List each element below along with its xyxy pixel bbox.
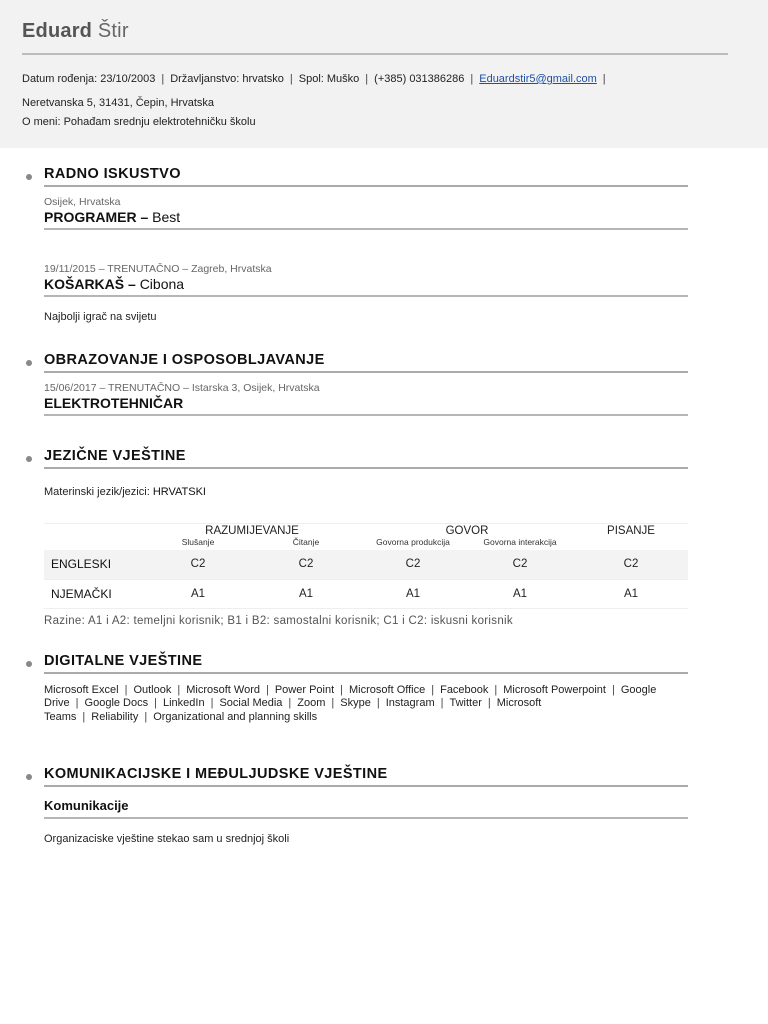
- skill-item: Microsoft Powerpoint: [503, 683, 606, 696]
- section-rule: [44, 785, 688, 787]
- separator: |: [82, 710, 86, 723]
- communication-rule: [44, 817, 688, 819]
- language-name: ENGLESKI: [44, 550, 144, 579]
- job-org: Cibona: [139, 276, 185, 292]
- sub-spoken-production: Govorna produkcija: [376, 537, 450, 547]
- separator: |: [440, 697, 444, 709]
- level-cell: A1: [512, 587, 528, 600]
- level-cell: A1: [298, 587, 314, 600]
- section-rule: [44, 371, 688, 373]
- email-link[interactable]: Eduardstir5@gmail.com: [479, 73, 597, 85]
- level-cell: C2: [252, 550, 360, 579]
- section-rule: [44, 185, 688, 187]
- education-meta: 15/06/2017 – TRENUTAČNO – Istarska 3, Osijek, Hrvatska: [44, 382, 320, 394]
- phone: (+385) 031386286: [374, 73, 465, 85]
- skill-item: Twitter: [449, 697, 482, 709]
- communication-subtitle: Komunikacije: [44, 798, 129, 813]
- address: Neretvanska 5, 31431, Čepin, Hrvatska: [22, 97, 214, 109]
- separator: |: [154, 697, 157, 709]
- level-cell: C2: [144, 550, 252, 579]
- job-rule: [44, 295, 688, 297]
- skill-item: LinkedIn: [162, 697, 205, 709]
- level-cell: A1: [623, 587, 639, 600]
- job-rule: [44, 228, 688, 230]
- separator: |: [376, 697, 380, 709]
- section-title: KOMUNIKACIJSKE I MEĐULJUDSKE VJEŠTINE: [44, 766, 388, 782]
- header-divider: [22, 53, 728, 55]
- section-rule: [44, 467, 688, 469]
- section-communication-skills: [0, 766, 688, 845]
- separator: |: [210, 697, 214, 709]
- sub-listening: Slušanje: [181, 537, 215, 547]
- section-title: OBRAZOVANJE I OSPOSOBLJAVANJE: [44, 352, 325, 368]
- separator: |: [177, 683, 181, 696]
- skill-item: Google Docs: [84, 697, 149, 709]
- table-row: [44, 550, 688, 579]
- job-role: KOŠARKAŠ –: [44, 276, 136, 292]
- group-understanding: RAZUMIJEVANJE: [144, 524, 360, 538]
- job-meta: Osijek, Hrvatska: [44, 196, 121, 208]
- separator: |: [144, 710, 148, 723]
- job-title: [44, 209, 688, 228]
- level-cell: A1: [405, 587, 421, 600]
- separator: |: [124, 683, 128, 696]
- section-languages: [0, 448, 688, 627]
- language-levels-legend: Razine: A1 i A2: temeljni korisnik; B1 i B2: samostalni korisnik; C1 i C2: iskusni korisnik: [44, 614, 513, 627]
- section-work-experience: [0, 166, 688, 323]
- separator: |: [288, 697, 292, 709]
- empty-cell: [574, 537, 688, 550]
- separator: |: [331, 697, 335, 709]
- last-name: Štir: [97, 20, 129, 42]
- gender: Spol: Muško: [298, 73, 360, 85]
- section-bullet: [26, 456, 32, 462]
- skill-item: Power Point: [274, 683, 335, 696]
- skill-item: Social Media: [219, 697, 283, 709]
- separator: |: [161, 73, 165, 85]
- separator: |: [494, 683, 498, 696]
- skill-item: Microsoft Excel: [44, 683, 119, 696]
- skill-item: Instagram: [385, 697, 435, 709]
- language-name: NJEMAČKI: [51, 586, 112, 601]
- level-cell: A1: [190, 587, 206, 600]
- skill-item: Microsoft Office: [349, 683, 426, 696]
- separator: |: [340, 683, 344, 696]
- skill-item: Zoom: [297, 697, 326, 709]
- person-name: [22, 20, 728, 43]
- skill-item: Facebook: [440, 683, 489, 696]
- contact-line: [22, 72, 728, 86]
- native-language-value: HRVATSKI: [152, 486, 206, 498]
- separator: |: [611, 683, 615, 696]
- section-title: DIGITALNE VJEŠTINE: [44, 652, 203, 669]
- section-title: RADNO ISKUSTVO: [44, 166, 181, 182]
- section-rule: [44, 672, 688, 674]
- empty-cell: [44, 524, 144, 538]
- section-title: JEZIČNE VJEŠTINE: [44, 448, 186, 464]
- job-meta: 19/11/2015 – TRENUTAČNO – Zagreb, Hrvatska: [44, 263, 272, 275]
- section-education: [0, 352, 688, 416]
- section-bullet: [26, 360, 32, 366]
- sub-spoken-interaction: Govorna interakcija: [483, 537, 557, 547]
- skill-item: Microsoft Word: [186, 683, 260, 696]
- cv-header: [0, 0, 768, 148]
- job-description: Najbolji igrač na svijetu: [44, 311, 157, 323]
- separator: |: [602, 73, 606, 85]
- skill-item: Reliability: [91, 710, 139, 723]
- skill-item: Outlook: [133, 683, 172, 696]
- separator: |: [289, 73, 293, 85]
- about-me: O meni: Pohađam srednju elektrotehničku školu: [22, 116, 256, 128]
- language-table: [44, 523, 688, 609]
- native-language-label: Materinski jezik/jezici:: [44, 486, 150, 498]
- level-cell: C2: [360, 550, 466, 579]
- digital-skills-list: [44, 684, 688, 725]
- empty-cell: [44, 537, 144, 550]
- citizenship: Državljanstvo: hrvatsko: [170, 73, 284, 85]
- birth-date: Datum rođenja: 23/10/2003: [22, 73, 156, 85]
- separator: |: [470, 73, 474, 85]
- skill-item: Google Drive: [44, 683, 657, 709]
- language-table-subheaders: [44, 537, 688, 550]
- section-bullet: [26, 174, 32, 180]
- section-bullet: [26, 661, 32, 667]
- communication-description: Organizaciske vještine stekao sam u srednjoj školi: [44, 833, 290, 845]
- skill-item: Skype: [340, 697, 371, 709]
- skill-item: Microsoft Teams: [44, 697, 542, 723]
- section-bullet: [26, 774, 32, 780]
- sub-reading: Čitanje: [292, 537, 320, 547]
- education-degree: ELEKTROTEHNIČAR: [44, 395, 184, 411]
- level-cell: C2: [574, 550, 688, 579]
- group-speaking: GOVOR: [360, 524, 574, 538]
- table-row: [44, 579, 688, 608]
- education-rule: [44, 414, 688, 416]
- separator: |: [431, 683, 435, 696]
- level-cell: C2: [466, 550, 574, 579]
- section-digital-skills: [0, 653, 688, 725]
- native-language: [44, 486, 688, 498]
- first-name: Eduard: [22, 20, 93, 42]
- skill-item: Organizational and planning skills: [153, 710, 318, 723]
- language-table-groups: [44, 524, 688, 538]
- separator: |: [75, 697, 79, 709]
- job-org: Best: [152, 209, 181, 225]
- separator: |: [487, 697, 491, 709]
- separator: |: [365, 73, 369, 85]
- job-role: PROGRAMER –: [44, 209, 149, 225]
- group-writing: PISANJE: [574, 524, 688, 538]
- separator: |: [265, 683, 269, 696]
- job-title: [44, 276, 688, 295]
